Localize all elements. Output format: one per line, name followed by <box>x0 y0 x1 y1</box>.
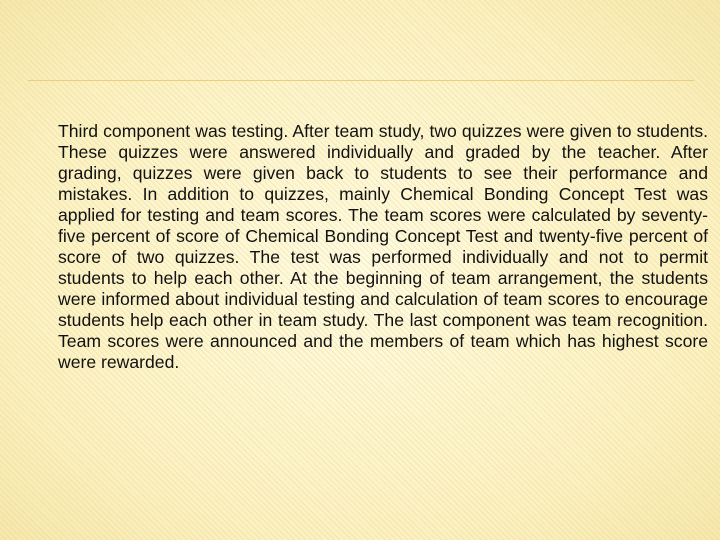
body-paragraph: Third component was testing. After team study, two quizzes were given to students. These quizzes were answered individually and graded by the teacher. After grading, quizzes were given back to students to see their performance and mistakes. In addition to quizzes, mainly Chemical Bonding Concept Test was applied for testing and team scores. The team scores were calculated by seventy-five percent of score of Chemical Bonding Concept Test and twenty-five percent of score of two quizzes. The test was performed individually and not to permit students to help each other. At the beginning of team arrangement, the students were informed about individual testing and calculation of team scores to encourage students help each other in team study. The last component was team recognition. Team scores were announced and the members of team which has highest score were rewarded. <box>58 121 708 372</box>
title-divider-line <box>28 80 694 81</box>
